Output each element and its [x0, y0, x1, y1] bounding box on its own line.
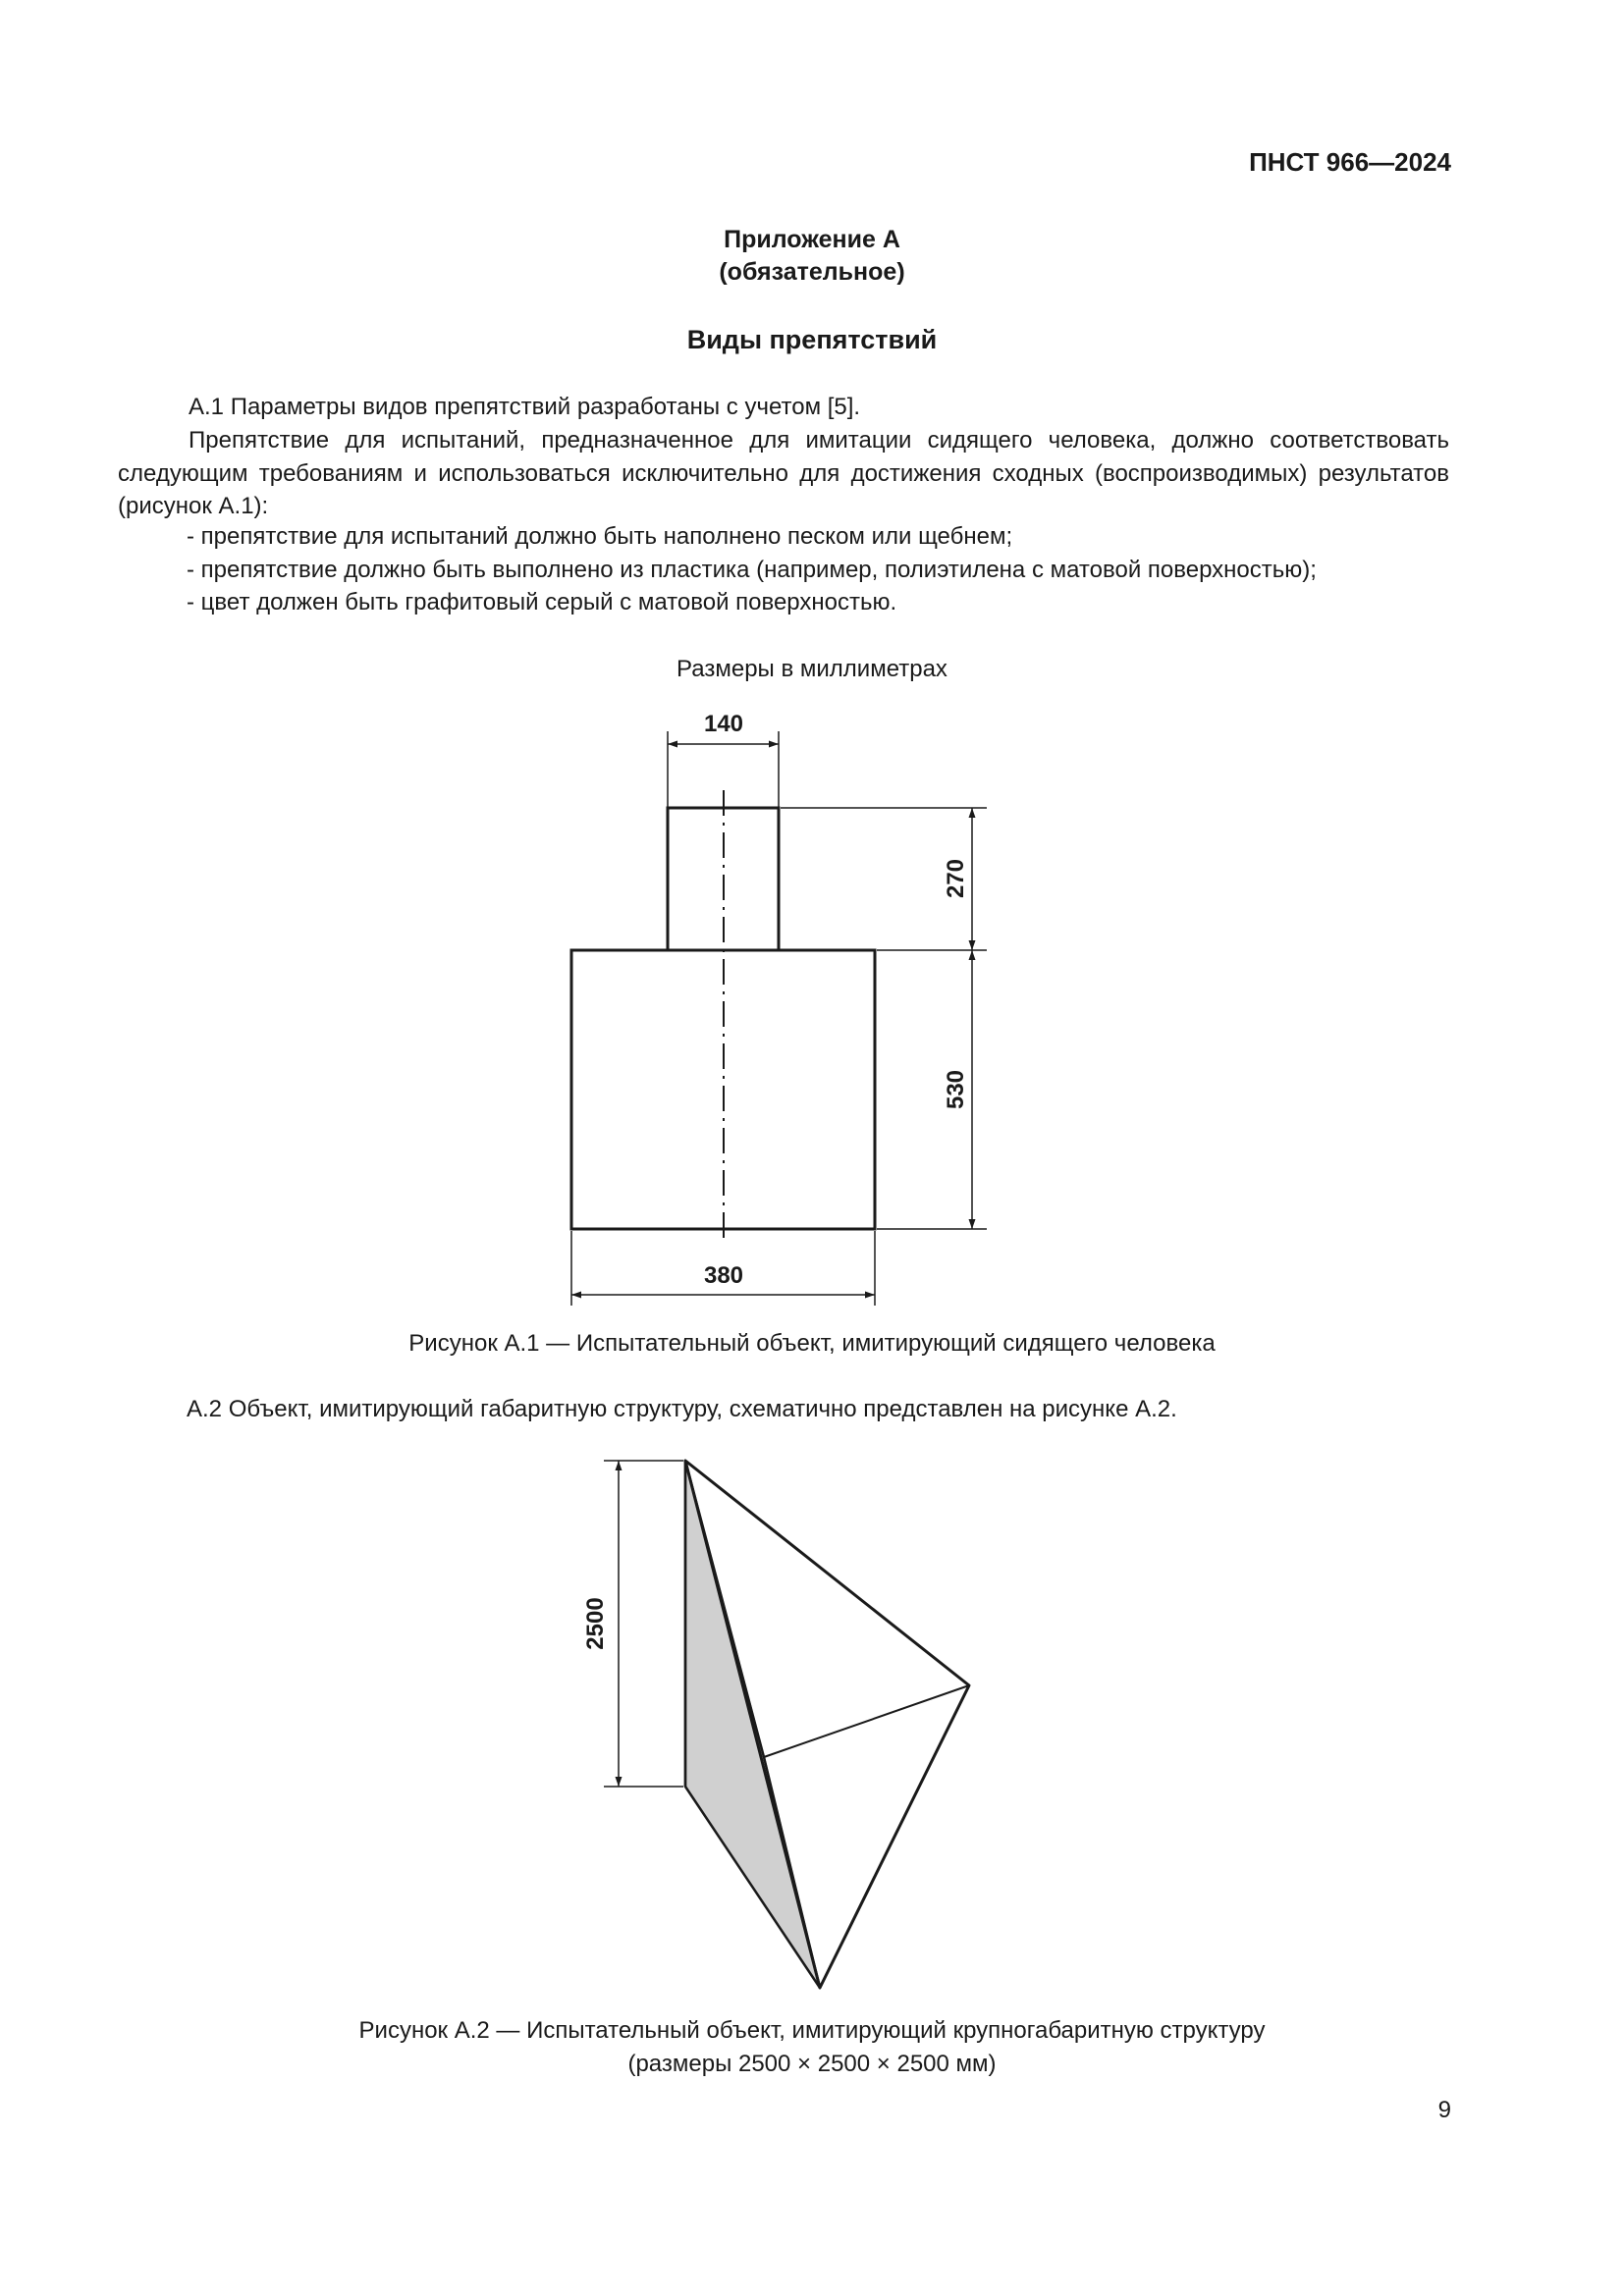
units-note: Размеры в миллиметрах — [677, 656, 947, 682]
figure-a2-caption-sizes: (размеры 2500 × 2500 × 2500 мм) — [627, 2051, 997, 2077]
page-number: 9 — [1437, 2097, 1451, 2123]
list-item: - цвет должен быть графитовый серый с матовой поверхностью. — [187, 589, 897, 615]
figure-a2-drawing — [604, 1461, 969, 1988]
dim-label-140: 140 — [703, 711, 744, 737]
dim-label-530: 530 — [943, 1069, 969, 1110]
list-item: - препятствие для испытаний должно быть наполнено песком или щебнем; — [187, 523, 1013, 550]
dim-label-270: 270 — [943, 858, 969, 899]
dim-label-2500: 2500 — [582, 1597, 609, 1650]
figure-a2-caption: Рисунок А.2 — Испытательный объект, имитирующий крупногабаритную структуру — [358, 2017, 1266, 2044]
list-item: - препятствие должно быть выполнено из пластика (например, полиэтилена с матовой поверхностью); — [187, 556, 1317, 583]
annex-title: Приложение А — [724, 226, 900, 253]
annex-status: (обязательное) — [719, 258, 905, 286]
figure-a1-caption: Рисунок А.1 — Испытательный объект, имитирующий сидящего человека — [408, 1330, 1216, 1357]
dim-label-380: 380 — [703, 1262, 744, 1289]
section-title: Виды препятствий — [686, 325, 938, 354]
document-code: ПНСТ 966—2024 — [1249, 147, 1451, 177]
paragraph-requirements: Препятствие для испытаний, предназначенное для имитации сидящего человека, должно соответствовать следующим требованиям и использоваться исключительно для достижения сходных (воспроизводимых) результатов (рисунок А.1): — [118, 427, 1449, 519]
paragraph-a2: А.2 Объект, имитирующий габаритную структуру, схематично представлен на рисунке А.2. — [187, 1396, 1177, 1422]
paragraph-a1: А.1 Параметры видов препятствий разработаны с учетом [5]. — [189, 394, 861, 420]
